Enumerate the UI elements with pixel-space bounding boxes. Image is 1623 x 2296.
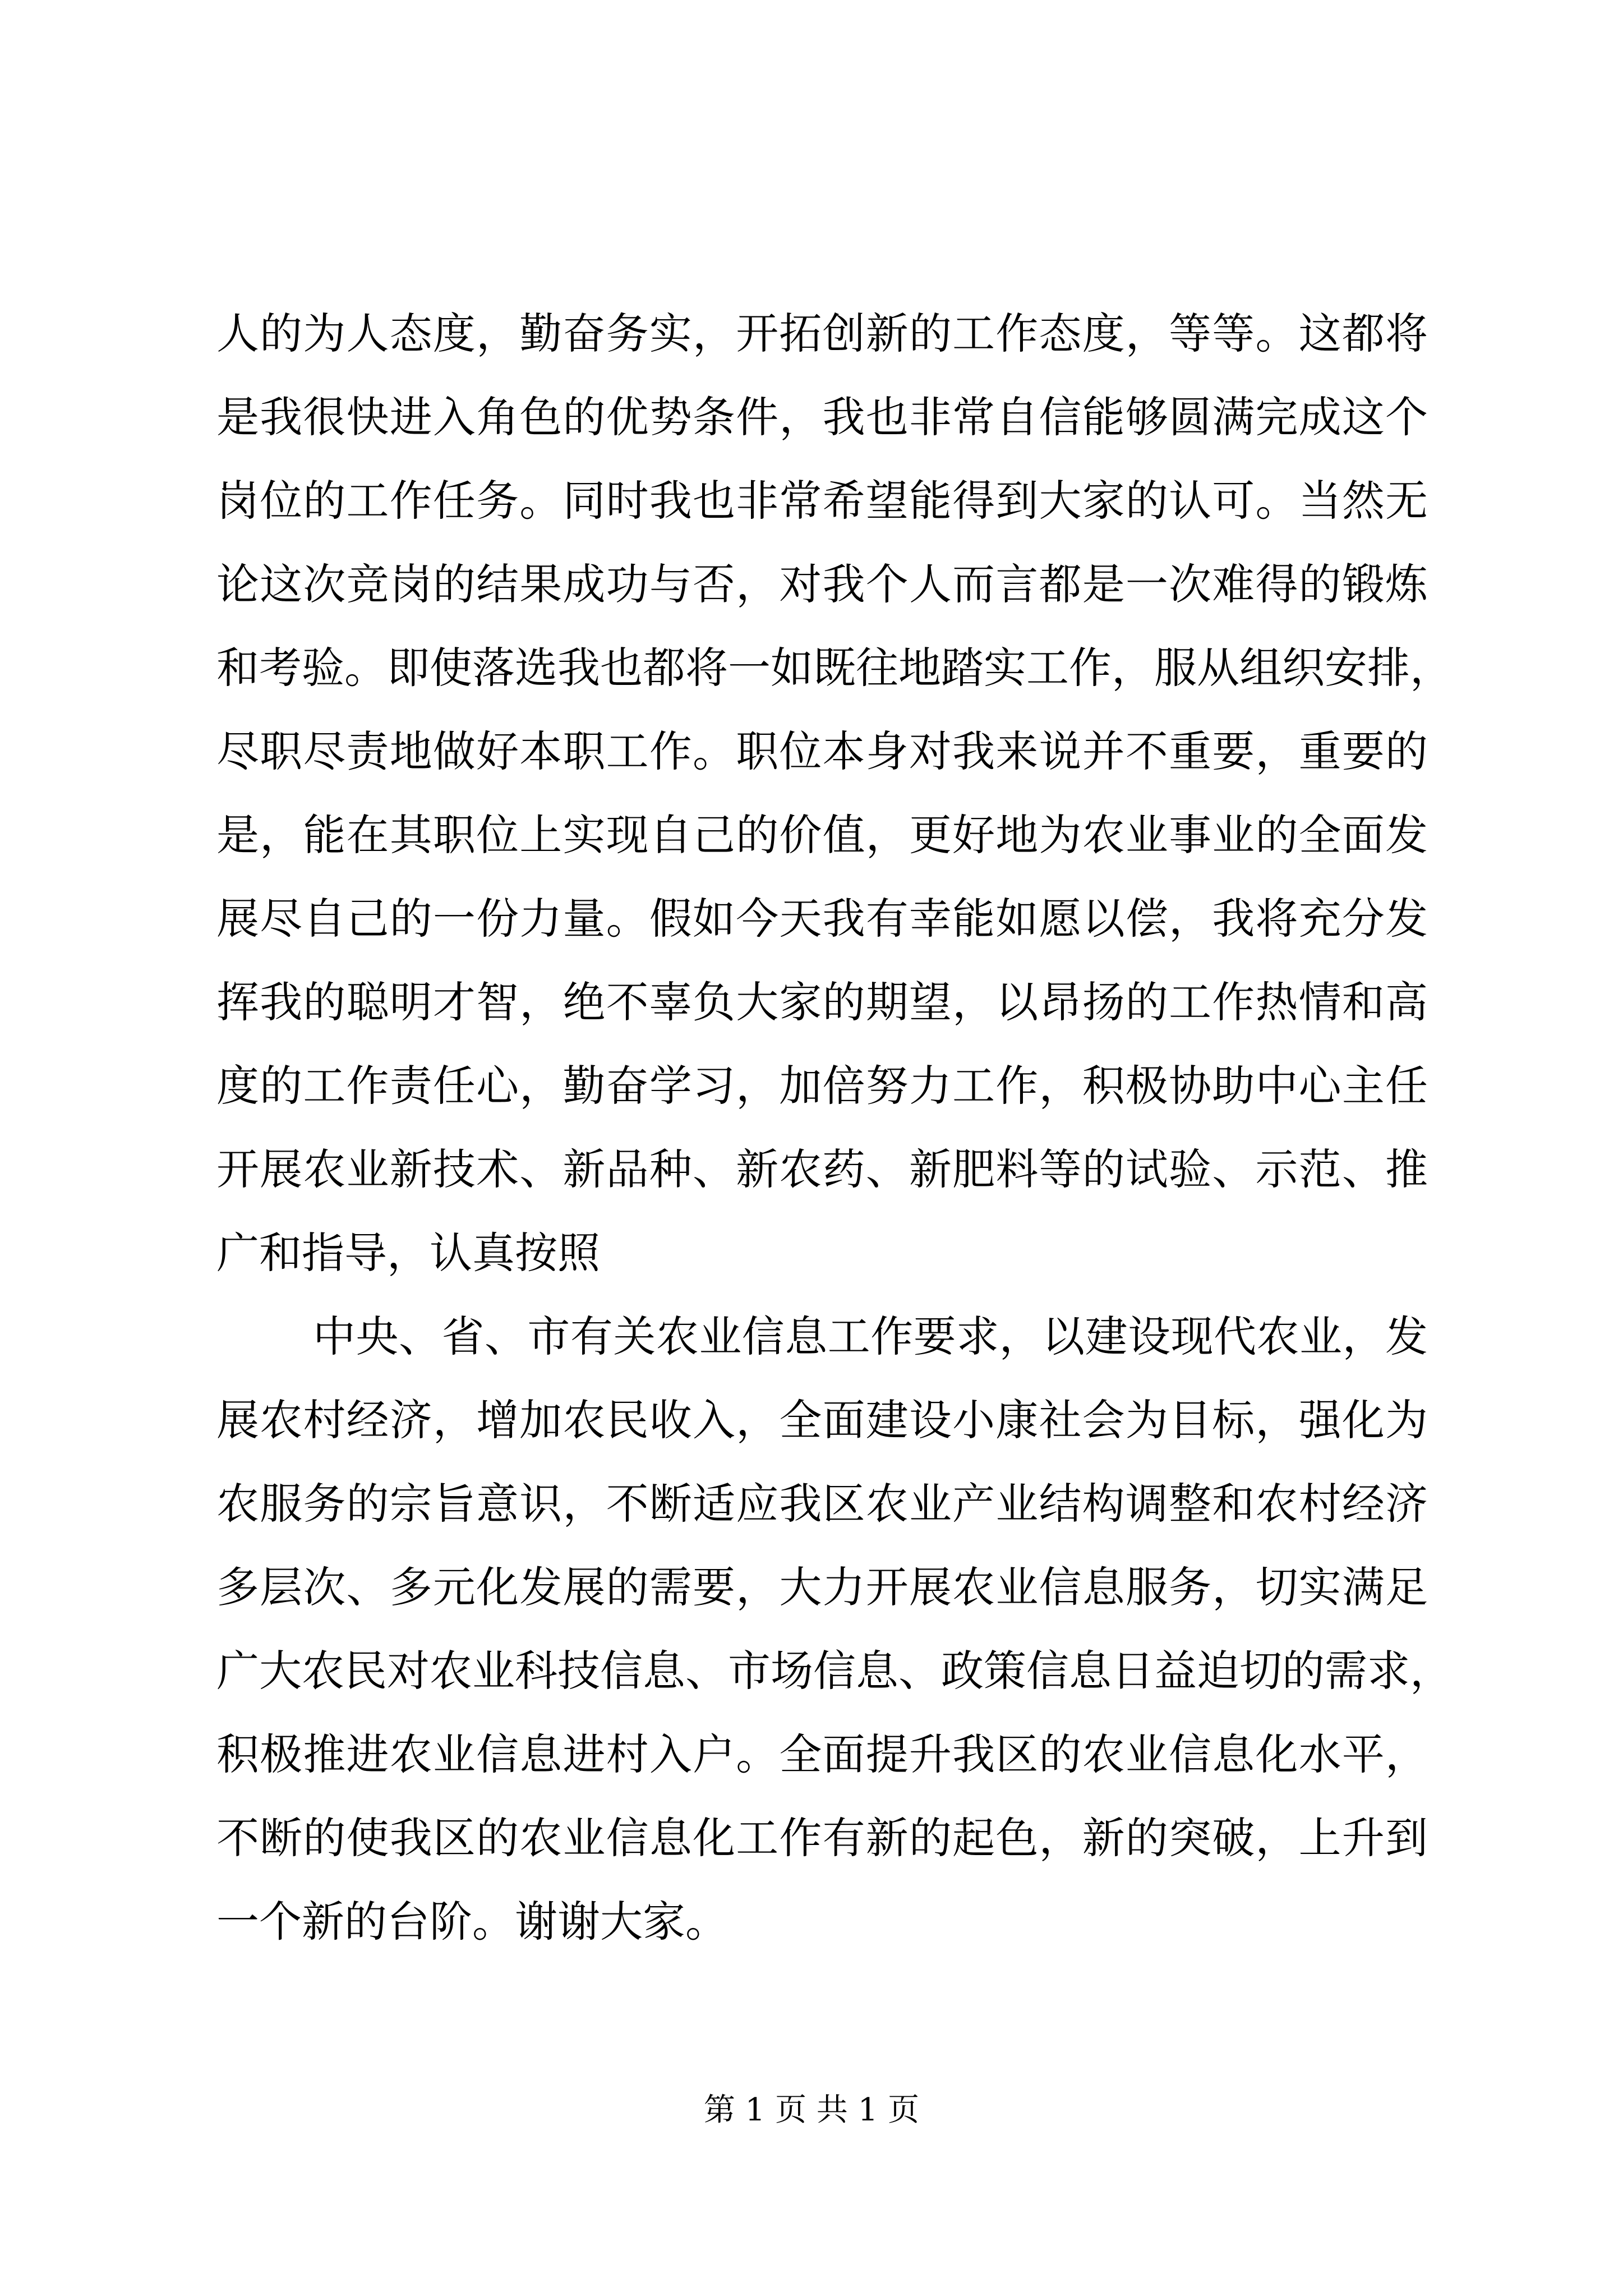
text-line: 岗位的工作任务。同时我也非常希望能得到大家的认可。当然无 [216,476,1428,526]
paragraph [216,1295,1453,1963]
text-line: 度的工作责任心，勤奋学习，加倍努力工作，积极协助中心主任 [216,1061,1428,1111]
text-line: 论这次竞岗的结果成功与否，对我个人而言都是一次难得的锻炼 [216,559,1428,609]
text-line: 积极推进农业信息进村入户。全面提升我区的农业信息化水平， [216,1729,1428,1779]
text-line: 挥我的聪明才智，绝不辜负大家的期望，以昂扬的工作热情和高 [216,977,1428,1027]
text-line: 中央、省、市有关农业信息工作要求，以建设现代农业，发 [313,1312,1428,1361]
text-line: 尽职尽责地做好本职工作。职位本身对我来说并不重要，重要的 [216,726,1428,776]
text-line: 是我很快进入角色的优势条件，我也非常自信能够圆满完成这个 [216,392,1428,442]
page-number-footer: 第 1 页 共 1 页 [703,2092,920,2128]
text-line: 和考验。即使落选我也都将一如既往地踏实工作，服从组织安排， [216,643,1453,693]
text-line: 广大农民对农业科技信息、市场信息、政策信息日益迫切的需求， [216,1646,1453,1696]
text-line: 展尽自己的一份力量。假如今天我有幸能如愿以偿，我将充分发 [216,894,1428,944]
text-line: 一个新的台阶。谢谢大家。 [216,1897,728,1947]
text-line: 农服务的宗旨意识，不断适应我区农业产业结构调整和农村经济 [216,1479,1428,1529]
text-line: 多层次、多元化发展的需要，大力开展农业信息服务，切实满足 [216,1562,1428,1612]
text-line: 不断的使我区的农业信息化工作有新的起色，新的突破，上升到 [216,1813,1428,1863]
paragraph [216,292,1453,1295]
document-body [216,292,1453,1963]
text-line: 是，能在其职位上实现自己的价值，更好地为农业事业的全面发 [216,810,1428,860]
text-line: 展农村经济，增加农民收入，全面建设小康社会为目标，强化为 [216,1395,1428,1445]
text-line: 开展农业新技术、新品种、新农药、新肥料等的试验、示范、推 [216,1144,1428,1194]
text-line: 人的为人态度，勤奋务实，开拓创新的工作态度，等等。这都将 [216,309,1428,358]
text-line: 广和指导，认真按照 [216,1228,600,1278]
